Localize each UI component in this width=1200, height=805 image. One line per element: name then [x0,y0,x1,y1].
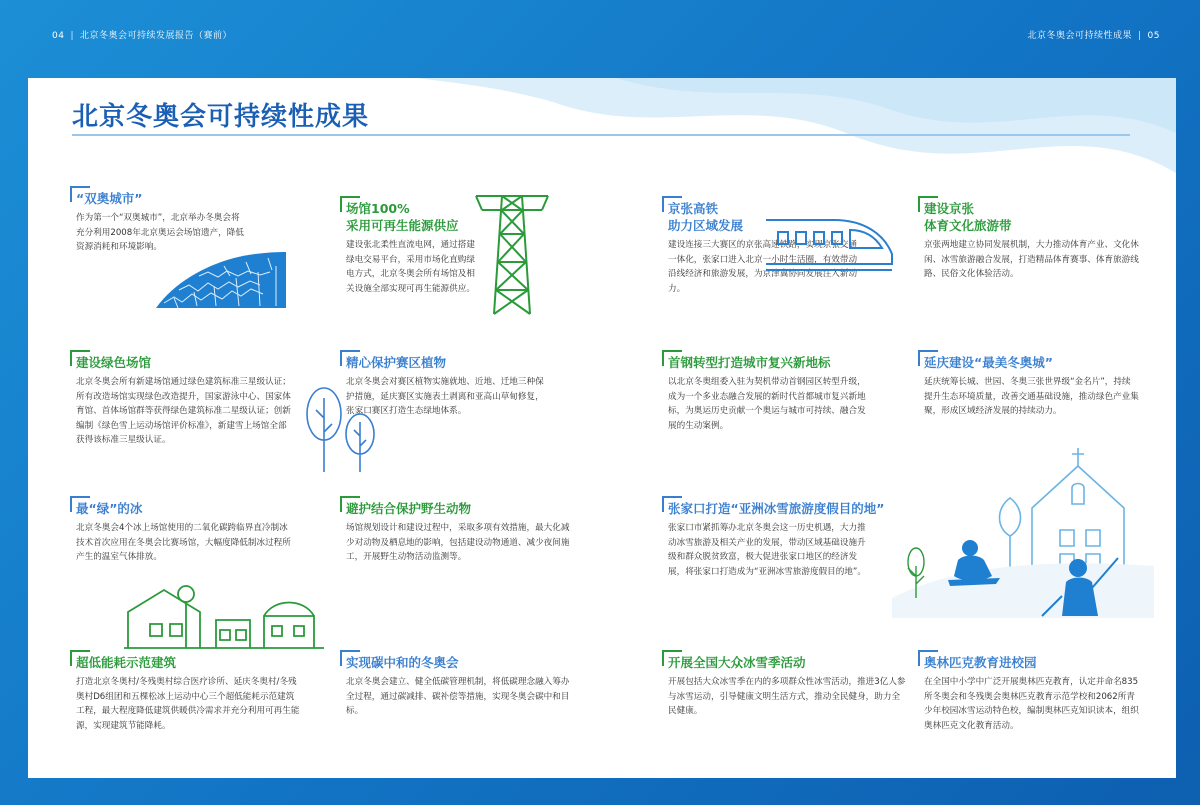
corner-bracket [70,650,90,666]
section-title: 首钢转型打造城市复兴新地标 [668,355,831,370]
section-title: 开展全国大众冰雪季活动 [668,655,806,670]
left-page-number: 04 [52,31,65,41]
section-body: 作为第一个“双奥城市”，北京举办冬奥会将充分利用2008年北京奥运会场馆遗产，降低资源消耗和环境影响。 [76,213,244,252]
section-sports-culture-tourism-belt [924,200,1139,282]
corner-bracket [70,350,90,366]
section-dual-olympic-city [76,190,291,255]
low-energy-building-icon [124,578,324,650]
corner-bracket [70,186,90,202]
section-title: 精心保护赛区植物 [346,355,447,370]
section-body: 场馆规划设计和建设过程中，采取多项有效措施，最大化减少对动物及栖息地的影响，包括建设动物通道、减少夜间施工，开展野生动物活动监测等。 [346,523,570,562]
section-body: 张家口市紧抓筹办北京冬奥会这一历史机遇，大力推动冰雪旅游及相关产业的发展，带动区域基础设施升级和群众脱贫致富，极大促进张家口地区的经济发展，将张家口打造成为“亚洲冰雪旅游度假目的地”。 [668,523,866,577]
corner-bracket [340,350,360,366]
section-mass-ice-snow-activities [668,654,908,719]
water-cube-icon [154,248,288,310]
corner-bracket [918,196,938,212]
section-title: 延庆建设“最美冬奥城” [924,355,1053,370]
header-left: 04 | 北京冬奥会可持续发展报告（赛前） [52,31,233,41]
section-body: 建设连接三大赛区的京张高速铁路，实现京张交通一体化，张家口进入北京一小时生活圈，有效带动沿线经济和旅游发展，为京津冀协同发展注入新动力。 [668,240,858,294]
tree-icon [304,378,380,474]
corner-bracket [340,650,360,666]
section-body: 延庆统筹长城、世园、冬奥三张世界级“金名片”，持续提升生态环境质量，改善交通基础设施，推动绿色产业集聚，形成区域经济发展的持续动力。 [924,377,1139,416]
title-divider [72,134,1130,136]
decorative-wave [416,78,1176,198]
section-title: 奥林匹克教育进校园 [924,655,1037,670]
corner-bracket [662,350,682,366]
section-shougang-transformation [668,354,898,433]
section-body: 打造北京冬奥村/冬残奥村综合医疗诊所、延庆冬奥村/冬残奥村D6组团和五棵松冰上运动中心三个超低能耗示范建筑工程，最大程度降低建筑供暖供冷需求并充分利用可再生能源，实现建筑节能降耗。 [76,677,300,731]
report-page [28,78,1176,778]
section-title: “双奥城市” [76,191,143,206]
corner-bracket [662,196,682,212]
section-body: 北京冬奥会建立、健全低碳管理机制，将低碳理念融入筹办全过程，通过碳减排、碳补偿等措施，实现冬奥会碳中和目标。 [346,677,570,716]
section-carbon-neutral-games [346,654,571,719]
left-page-title: 北京冬奥会可持续发展报告（赛前） [80,31,233,41]
corner-bracket [340,496,360,512]
section-title: 最“绿”的冰 [76,501,143,516]
corner-bracket [340,196,360,212]
section-greenest-ice [76,500,296,565]
section-title: 建设京张 [924,201,975,216]
section-title: 张家口打造“亚洲冰雪旅游度假目的地” [668,501,885,516]
section-title-line2: 助力区域发展 [668,218,744,233]
section-body: 以北京冬奥组委入驻为契机带动首钢园区转型升级，成为一个多业态融合发展的新时代首都城市复兴新地标，为奥运历史贡献一个奥运与城市可持续、融合发展的生动案例。 [668,377,866,431]
section-body: 北京冬奥会所有新建场馆通过绿色建筑标准三星级认证；所有改造场馆实现绿色改造提升，国家游泳中心、国家体育馆、首体场馆群等获得绿色建筑标准二星级认证；创新编制《绿色雪上运动场馆评价标准》，新建雪上场馆全部获得该标准三星级认证。 [76,377,291,445]
power-tower-icon [472,186,552,316]
section-body: 北京冬奥会对赛区植物实施就地、近地、迁地三种保护措施，延庆赛区实施表土剥离和亚高山草甸修复，张家口赛区打造生态绿地体系。 [346,377,544,416]
corner-bracket [918,350,938,366]
section-zhangjiakou-destination [668,500,908,579]
section-wildlife-protection [346,500,571,565]
section-olympic-education [924,654,1139,733]
section-green-venues [76,354,291,448]
section-title: 京张高铁 [668,201,719,216]
section-title-line2: 体育文化旅游带 [924,218,1012,233]
section-title: 建设绿色场馆 [76,355,152,370]
right-page-title: 北京冬奥会可持续性成果 [1027,31,1132,41]
page-title: 北京冬奥会可持续性成果 [72,102,370,132]
section-body: 在全国中小学中广泛开展奥林匹克教育，认定并命名835所冬奥会和冬残奥会奥林匹克教育示范学校和2062所青少年校园冰雪运动特色校，编制奥林匹克知识读本，组织奥林匹克文化教育活动。 [924,677,1139,731]
section-title: 场馆100% [346,201,410,216]
section-title: 实现碳中和的冬奥会 [346,655,459,670]
winter-sports-scene-icon [892,448,1154,618]
section-body: 建设张北柔性直流电网，通过搭建绿电交易平台，采用市场化直购绿电方式，北京冬奥会所有场馆及相关设施全部实现可再生能源供应。 [346,240,475,294]
high-speed-train-icon [764,208,896,278]
section-title: 超低能耗示范建筑 [76,655,177,670]
corner-bracket [918,650,938,666]
header-right: 北京冬奥会可持续性成果 | 05 [1027,31,1160,41]
section-ultra-low-energy-buildings [76,654,316,733]
section-body: 北京冬奥会4个冰上场馆使用的二氧化碳跨临界直冷制冰技术首次应用在冬奥会比赛场馆，大幅度降低制冰过程所产生的温室气体排放。 [76,523,291,562]
corner-bracket [662,496,682,512]
section-body: 开展包括大众冰雪季在内的多项群众性冰雪活动，推进3亿人参与冰雪运动，引导健康文明生活方式，推动全民健身，助力全民健康。 [668,677,906,716]
section-body: 京张两地建立协同发展机制，大力推动体育产业、文化休闲、冰雪旅游融合发展，打造精品体育赛事、体育旅游线路、民俗文化体验活动。 [924,240,1139,279]
corner-bracket [662,650,682,666]
section-yanqing-winter-city [924,354,1139,419]
corner-bracket [70,496,90,512]
section-title: 避护结合保护野生动物 [346,501,472,516]
right-page-number: 05 [1147,31,1160,41]
section-title-line2: 采用可再生能源供应 [346,218,459,233]
